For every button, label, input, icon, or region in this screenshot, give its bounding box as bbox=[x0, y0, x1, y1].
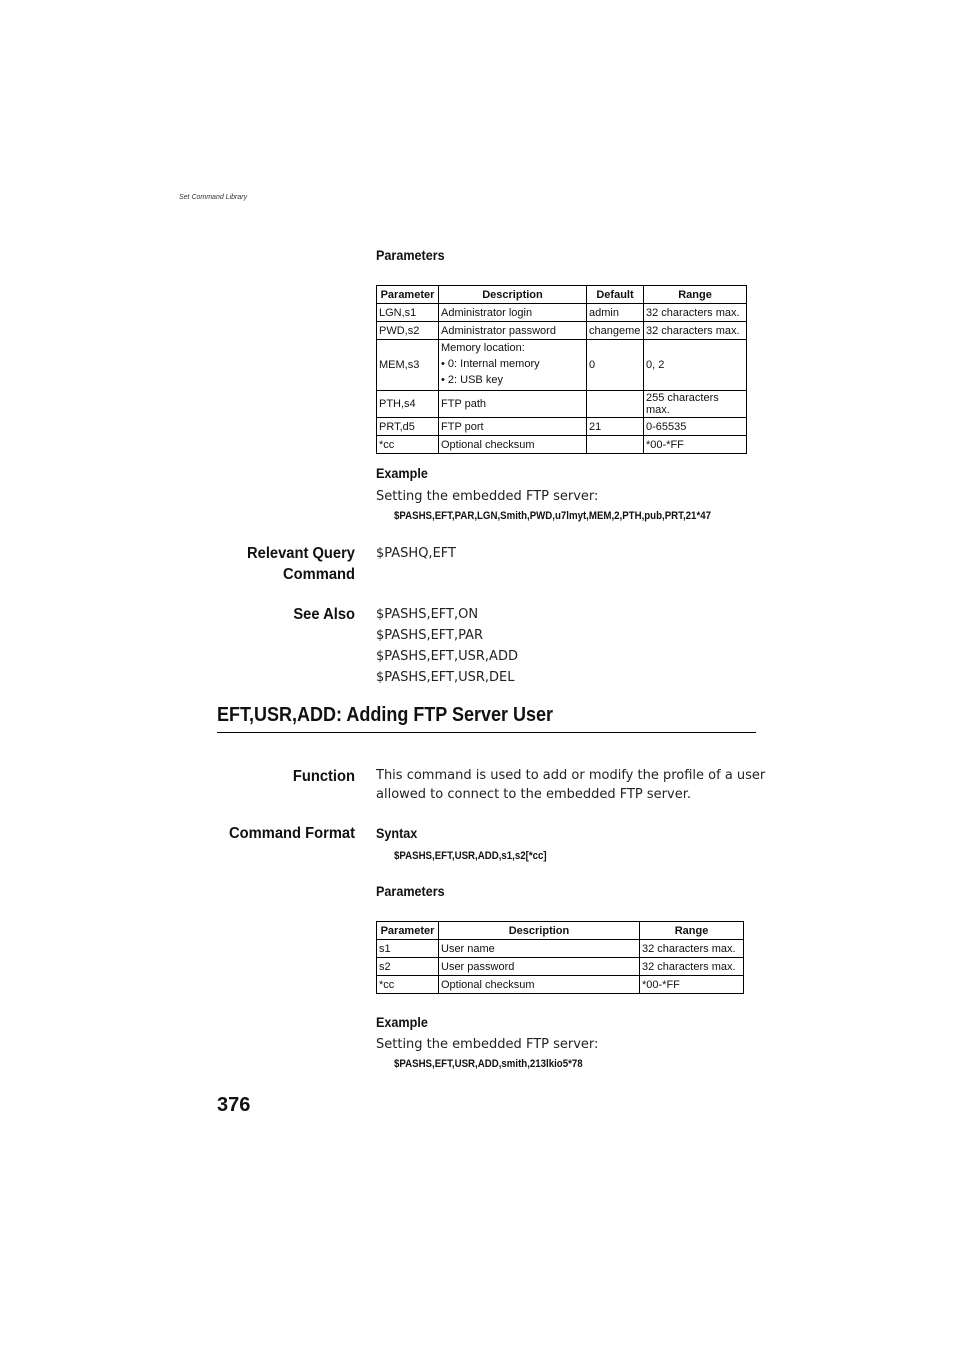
column-header: Range bbox=[640, 922, 744, 940]
see-also-label: See Also bbox=[293, 606, 355, 623]
column-header: Description bbox=[439, 286, 587, 304]
description-cell bbox=[439, 340, 587, 391]
parameters-heading: Parameters bbox=[376, 247, 445, 263]
description-cell: FTP path bbox=[439, 391, 587, 418]
example-heading: Example bbox=[376, 1014, 428, 1030]
range-cell: 32 characters max. bbox=[644, 304, 747, 322]
list-item: • 2: USB key bbox=[441, 372, 584, 388]
range-cell: 0-65535 bbox=[644, 418, 747, 436]
syntax-code: $PASHS,EFT,USR,ADD,s1,s2[*cc] bbox=[394, 850, 547, 862]
see-also-item: $PASHS,EFT,USR,DEL bbox=[376, 670, 515, 685]
table-row bbox=[377, 436, 747, 454]
column-header: Description bbox=[439, 922, 640, 940]
table-row bbox=[377, 322, 747, 340]
description-cell: Optional checksum bbox=[439, 976, 640, 994]
range-cell: 32 characters max. bbox=[644, 322, 747, 340]
param-cell: s2 bbox=[377, 958, 439, 976]
default-cell bbox=[587, 391, 644, 418]
column-header: Parameter bbox=[377, 922, 439, 940]
relevant-query-label-line1: Relevant Query bbox=[247, 545, 355, 562]
param-cell: PTH,s4 bbox=[377, 391, 439, 418]
description-cell: FTP port bbox=[439, 418, 587, 436]
example-text: Setting the embedded FTP server: bbox=[376, 489, 599, 504]
range-cell: *00-*FF bbox=[644, 436, 747, 454]
param-cell: *cc bbox=[377, 976, 439, 994]
syntax-heading: Syntax bbox=[376, 825, 418, 841]
range-cell: *00-*FF bbox=[640, 976, 744, 994]
table-row bbox=[377, 304, 747, 322]
example-code: $PASHS,EFT,PAR,LGN,Smith,PWD,u7lmyt,MEM,2,PTH,pub,PRT,21*47 bbox=[394, 510, 711, 522]
example-heading: Example bbox=[376, 465, 428, 481]
table-header-row bbox=[377, 286, 747, 304]
relevant-query-label bbox=[199, 543, 355, 585]
page-number: 376 bbox=[217, 1094, 251, 1116]
column-header: Default bbox=[587, 286, 644, 304]
default-cell: changeme bbox=[587, 322, 644, 340]
running-header: Set Command Library bbox=[179, 194, 248, 201]
param-cell: s1 bbox=[377, 940, 439, 958]
parameters-heading: Parameters bbox=[376, 883, 445, 899]
see-also-list bbox=[376, 604, 518, 688]
table-row bbox=[377, 940, 744, 958]
range-cell: 32 characters max. bbox=[640, 940, 744, 958]
user-parameters-table bbox=[376, 921, 744, 994]
function-text-line: allowed to connect to the embedded FTP server. bbox=[376, 787, 691, 802]
description-cell: User name bbox=[439, 940, 640, 958]
column-header: Parameter bbox=[377, 286, 439, 304]
example-text: Setting the embedded FTP server: bbox=[376, 1037, 599, 1052]
description-cell: Administrator password bbox=[439, 322, 587, 340]
default-cell bbox=[587, 436, 644, 454]
relevant-query-value: $PASHQ,EFT bbox=[376, 546, 456, 561]
table-row bbox=[377, 391, 747, 418]
command-format-label: Command Format bbox=[229, 825, 355, 842]
table-header-row bbox=[377, 922, 744, 940]
description-title: Memory location: bbox=[441, 342, 525, 354]
default-cell: 21 bbox=[587, 418, 644, 436]
see-also-item: $PASHS,EFT,PAR bbox=[376, 628, 484, 643]
table-row bbox=[377, 340, 747, 391]
list-item: • 0: Internal memory bbox=[441, 356, 584, 372]
function-text-line: This command is used to add or modify the profile of a user bbox=[376, 768, 766, 783]
range-cell: 255 characters max. bbox=[644, 391, 747, 418]
see-also-item: $PASHS,EFT,ON bbox=[376, 607, 479, 622]
param-cell: *cc bbox=[377, 436, 439, 454]
section-divider bbox=[217, 732, 756, 733]
param-cell: MEM,s3 bbox=[377, 340, 439, 391]
function-text bbox=[376, 766, 765, 804]
range-cell: 0, 2 bbox=[644, 340, 747, 391]
range-cell: 32 characters max. bbox=[640, 958, 744, 976]
default-cell: 0 bbox=[587, 340, 644, 391]
column-header: Range bbox=[644, 286, 747, 304]
description-cell: Optional checksum bbox=[439, 436, 587, 454]
function-label: Function bbox=[292, 768, 355, 785]
param-cell: PRT,d5 bbox=[377, 418, 439, 436]
relevant-query-label-line2: Command bbox=[283, 566, 355, 583]
section-title: EFT,USR,ADD: Adding FTP Server User bbox=[217, 704, 554, 726]
table-row bbox=[377, 418, 747, 436]
parameters-table bbox=[376, 285, 747, 454]
param-cell: PWD,s2 bbox=[377, 322, 439, 340]
default-cell: admin bbox=[587, 304, 644, 322]
see-also-item: $PASHS,EFT,USR,ADD bbox=[376, 649, 518, 664]
param-cell: LGN,s1 bbox=[377, 304, 439, 322]
description-cell: User password bbox=[439, 958, 640, 976]
description-cell: Administrator login bbox=[439, 304, 587, 322]
example-code: $PASHS,EFT,USR,ADD,smith,213lkio5*78 bbox=[394, 1058, 583, 1070]
table-row bbox=[377, 976, 744, 994]
table-row bbox=[377, 958, 744, 976]
